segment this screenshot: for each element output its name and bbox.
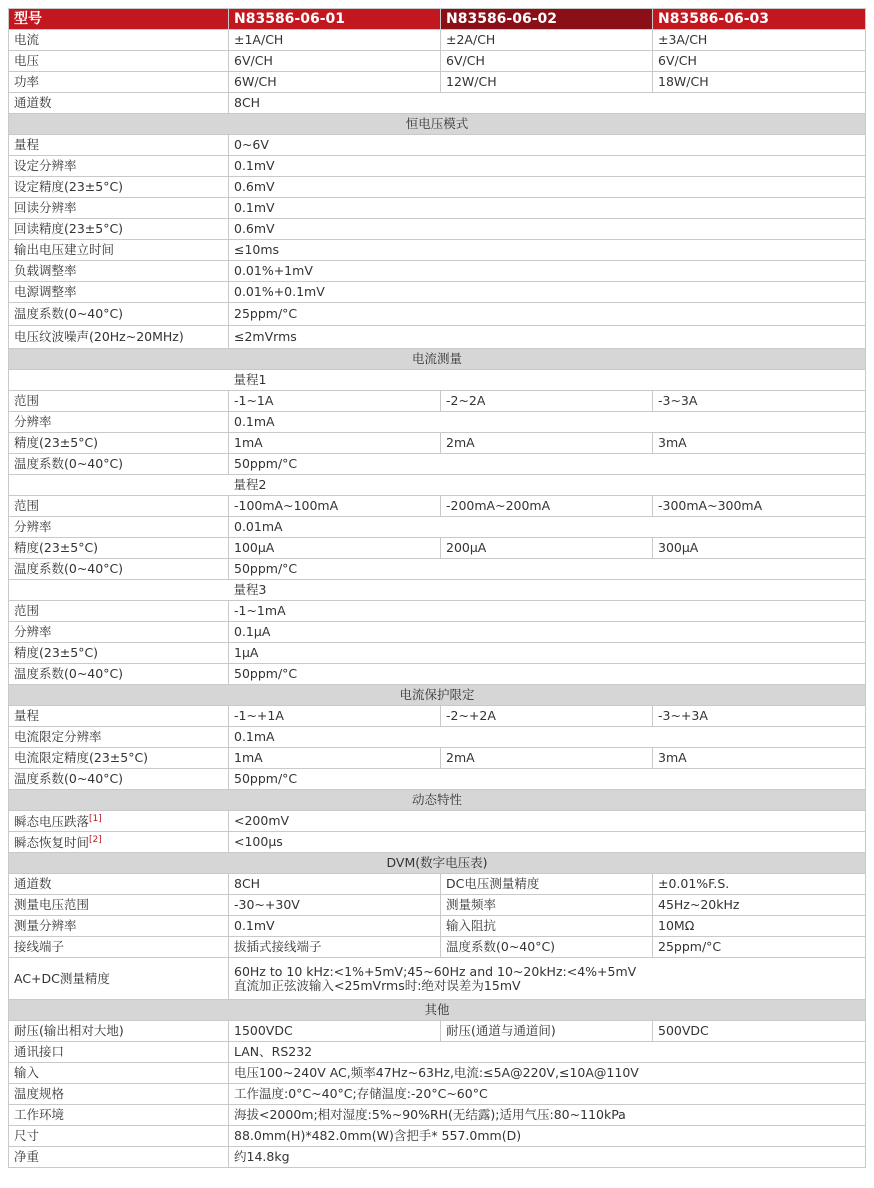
spec-row-acdc — [9, 958, 866, 1000]
value: 0.1mA — [229, 412, 866, 433]
row-label-2: DC电压测量精度 — [441, 874, 653, 895]
row-label: 设定分辨率 — [9, 156, 229, 177]
spec-row — [9, 219, 866, 240]
value-3: 3mA — [653, 433, 866, 454]
value-3: -300mA~300mA — [653, 496, 866, 517]
value-2: 2mA — [441, 748, 653, 769]
value-2: 2mA — [441, 433, 653, 454]
value: 0.1mV — [229, 916, 441, 937]
spec-row — [9, 282, 866, 303]
value-2: 12W/CH — [441, 72, 653, 93]
spec-row — [9, 643, 866, 664]
spec-row — [9, 622, 866, 643]
row-label: 电压纹波噪声(20Hz~20MHz) — [9, 326, 229, 349]
value-2: ±0.01%F.S. — [653, 874, 866, 895]
value-2: ±2A/CH — [441, 30, 653, 51]
value-2: 45Hz~20kHz — [653, 895, 866, 916]
spec-row — [9, 454, 866, 475]
spec-row — [9, 496, 866, 517]
value-1: ±1A/CH — [229, 30, 441, 51]
value: 约14.8kg — [229, 1147, 866, 1168]
value-1: 1mA — [229, 748, 441, 769]
section-title: 其他 — [9, 1000, 866, 1021]
spec-row — [9, 706, 866, 727]
value-1: -1~1A — [229, 391, 441, 412]
section-current-protection — [9, 685, 866, 706]
spec-row — [9, 240, 866, 261]
value: 50ppm/°C — [229, 559, 866, 580]
spec-row — [9, 1147, 866, 1168]
row-label-2: 测量频率 — [441, 895, 653, 916]
range-heading-spacer — [9, 580, 229, 601]
value: <100μs — [229, 832, 866, 853]
value-1: 6W/CH — [229, 72, 441, 93]
value-1: -100mA~100mA — [229, 496, 441, 517]
value: <200mV — [229, 811, 866, 832]
row-label: 耐压(输出相对大地) — [9, 1021, 229, 1042]
row-label: 输入 — [9, 1063, 229, 1084]
value-1: 100μA — [229, 538, 441, 559]
spec-row — [9, 727, 866, 748]
value: 1μA — [229, 643, 866, 664]
value-1: 1mA — [229, 433, 441, 454]
row-label: 测量分辨率 — [9, 916, 229, 937]
spec-row-power — [9, 72, 866, 93]
value: 1500VDC — [229, 1021, 441, 1042]
value: 0.01mA — [229, 517, 866, 538]
spec-row — [9, 1105, 866, 1126]
row-label: 接线端子 — [9, 937, 229, 958]
value: 0.1mV — [229, 198, 866, 219]
row-label: 电流限定精度(23±5°C) — [9, 748, 229, 769]
range-heading — [9, 370, 866, 391]
spec-row — [9, 517, 866, 538]
range-heading — [9, 475, 866, 496]
row-label: 负载调整率 — [9, 261, 229, 282]
row-label: 量程 — [9, 706, 229, 727]
spec-row — [9, 326, 866, 349]
spec-row — [9, 1063, 866, 1084]
value: 电压100~240V AC,频率47Hz~63Hz,电流:≤5A@220V,≤10A@110V — [229, 1063, 866, 1084]
value: 0.1μA — [229, 622, 866, 643]
row-label-2: 输入阻抗 — [441, 916, 653, 937]
row-label-2: 温度系数(0~40°C) — [441, 937, 653, 958]
spec-row — [9, 156, 866, 177]
range-heading-spacer — [9, 370, 229, 391]
row-label: 回读分辨率 — [9, 198, 229, 219]
section-other — [9, 1000, 866, 1021]
section-title: 动态特性 — [9, 790, 866, 811]
model-1: N83586-06-01 — [229, 9, 441, 30]
row-label: 通道数 — [9, 874, 229, 895]
value-3: -3~+3A — [653, 706, 866, 727]
value-3: 300μA — [653, 538, 866, 559]
row-label: 精度(23±5°C) — [9, 538, 229, 559]
row-label: 电压 — [9, 51, 229, 72]
section-current-measure — [9, 349, 866, 370]
spec-row — [9, 1042, 866, 1063]
value: LAN、RS232 — [229, 1042, 866, 1063]
range-name: 量程1 — [229, 370, 866, 391]
header-label: 型号 — [9, 9, 229, 30]
section-title: DVM(数字电压表) — [9, 853, 866, 874]
range-heading-spacer — [9, 475, 229, 496]
value-2: 25ppm/°C — [653, 937, 866, 958]
section-dynamic — [9, 790, 866, 811]
spec-row — [9, 769, 866, 790]
spec-row — [9, 601, 866, 622]
value: ≤10ms — [229, 240, 866, 261]
value-1: -1~+1A — [229, 706, 441, 727]
spec-row — [9, 177, 866, 198]
spec-row-current — [9, 30, 866, 51]
row-label: 范围 — [9, 601, 229, 622]
row-label: 温度系数(0~40°C) — [9, 769, 229, 790]
value: 50ppm/°C — [229, 454, 866, 475]
footnote-ref: [1] — [89, 814, 102, 825]
spec-row — [9, 433, 866, 454]
value: 25ppm/°C — [229, 303, 866, 326]
row-label: 范围 — [9, 496, 229, 517]
spec-row — [9, 895, 866, 916]
value: 海拔<2000m;相对湿度:5%~90%RH(无结露);适用气压:80~110kPa — [229, 1105, 866, 1126]
spec-row — [9, 748, 866, 769]
spec-row — [9, 391, 866, 412]
row-label: 净重 — [9, 1147, 229, 1168]
value-3: 6V/CH — [653, 51, 866, 72]
spec-row-channels — [9, 93, 866, 114]
row-label: 设定精度(23±5°C) — [9, 177, 229, 198]
value-2: 6V/CH — [441, 51, 653, 72]
value: 0.6mV — [229, 219, 866, 240]
row-label: AC+DC测量精度 — [9, 958, 229, 1000]
row-label: 回读精度(23±5°C) — [9, 219, 229, 240]
value-3: 18W/CH — [653, 72, 866, 93]
row-label: 功率 — [9, 72, 229, 93]
value: 88.0mm(H)*482.0mm(W)含把手* 557.0mm(D) — [229, 1126, 866, 1147]
row-label: 温度系数(0~40°C) — [9, 559, 229, 580]
value: -30~+30V — [229, 895, 441, 916]
row-label-2: 耐压(通道与通道间) — [441, 1021, 653, 1042]
row-label: 范围 — [9, 391, 229, 412]
value: 0.6mV — [229, 177, 866, 198]
row-label-cell — [9, 832, 229, 853]
row-label: 电流限定分辨率 — [9, 727, 229, 748]
row-label: 电流 — [9, 30, 229, 51]
value-1: 6V/CH — [229, 51, 441, 72]
spec-row — [9, 1126, 866, 1147]
model-2: N83586-06-02 — [441, 9, 653, 30]
value: 50ppm/°C — [229, 769, 866, 790]
value: -1~1mA — [229, 601, 866, 622]
row-label: 通道数 — [9, 93, 229, 114]
row-label: 通讯接口 — [9, 1042, 229, 1063]
footnote-ref: [2] — [89, 835, 102, 846]
value-3: ±3A/CH — [653, 30, 866, 51]
value: 0~6V — [229, 135, 866, 156]
value-line-1: 60Hz to 10 kHz:<1%+5mV;45~60Hz and 10~20kHz:<4%+5mV — [234, 963, 637, 979]
spec-row — [9, 916, 866, 937]
value-2: -200mA~200mA — [441, 496, 653, 517]
value: 8CH — [229, 874, 441, 895]
spec-row — [9, 664, 866, 685]
row-label: 温度系数(0~40°C) — [9, 664, 229, 685]
row-label: 分辨率 — [9, 622, 229, 643]
value-cell — [229, 958, 866, 1000]
value-2: -2~+2A — [441, 706, 653, 727]
value-2: 200μA — [441, 538, 653, 559]
row-label: 瞬态电压跌落 — [14, 814, 90, 830]
value-3: -3~3A — [653, 391, 866, 412]
value: 0.1mV — [229, 156, 866, 177]
section-title: 电流测量 — [9, 349, 866, 370]
spec-row — [9, 303, 866, 326]
row-label: 测量电压范围 — [9, 895, 229, 916]
row-label: 尺寸 — [9, 1126, 229, 1147]
spec-table — [8, 8, 866, 1168]
spec-row — [9, 1084, 866, 1105]
row-label: 温度系数(0~40°C) — [9, 454, 229, 475]
row-label-cell — [9, 811, 229, 832]
header-row — [9, 9, 866, 30]
value: 0.1mA — [229, 727, 866, 748]
row-label: 分辨率 — [9, 412, 229, 433]
value: 0.01%+0.1mV — [229, 282, 866, 303]
section-dvm — [9, 853, 866, 874]
row-label: 温度规格 — [9, 1084, 229, 1105]
value-2: 500VDC — [653, 1021, 866, 1042]
spec-row — [9, 412, 866, 433]
value-2: -2~2A — [441, 391, 653, 412]
section-cv — [9, 114, 866, 135]
section-title: 恒电压模式 — [9, 114, 866, 135]
spec-row — [9, 559, 866, 580]
value: 工作温度:0°C~40°C;存储温度:-20°C~60°C — [229, 1084, 866, 1105]
row-label: 电源调整率 — [9, 282, 229, 303]
value: 50ppm/°C — [229, 664, 866, 685]
value-2: 10MΩ — [653, 916, 866, 937]
row-label: 精度(23±5°C) — [9, 433, 229, 454]
row-label: 精度(23±5°C) — [9, 643, 229, 664]
range-name: 量程2 — [229, 475, 866, 496]
spec-row — [9, 811, 866, 832]
spec-row — [9, 261, 866, 282]
model-3: N83586-06-03 — [653, 9, 866, 30]
section-title: 电流保护限定 — [9, 685, 866, 706]
value-3: 3mA — [653, 748, 866, 769]
spec-row — [9, 198, 866, 219]
row-label: 分辨率 — [9, 517, 229, 538]
spec-row — [9, 135, 866, 156]
row-label: 温度系数(0~40°C) — [9, 303, 229, 326]
spec-row-voltage — [9, 51, 866, 72]
spec-row — [9, 538, 866, 559]
spec-row — [9, 874, 866, 895]
value: 0.01%+1mV — [229, 261, 866, 282]
value-line-2: 直流加正弦波输入<25mVrms时:绝对误差为15mV — [234, 977, 521, 993]
spec-row — [9, 832, 866, 853]
row-label: 工作环境 — [9, 1105, 229, 1126]
value: 拔插式接线端子 — [229, 937, 441, 958]
row-label: 量程 — [9, 135, 229, 156]
spec-row — [9, 937, 866, 958]
spec-row — [9, 1021, 866, 1042]
range-name: 量程3 — [229, 580, 866, 601]
value: ≤2mVrms — [229, 326, 866, 349]
value: 8CH — [229, 93, 866, 114]
row-label: 输出电压建立时间 — [9, 240, 229, 261]
row-label: 瞬态恢复时间 — [14, 835, 90, 851]
range-heading — [9, 580, 866, 601]
